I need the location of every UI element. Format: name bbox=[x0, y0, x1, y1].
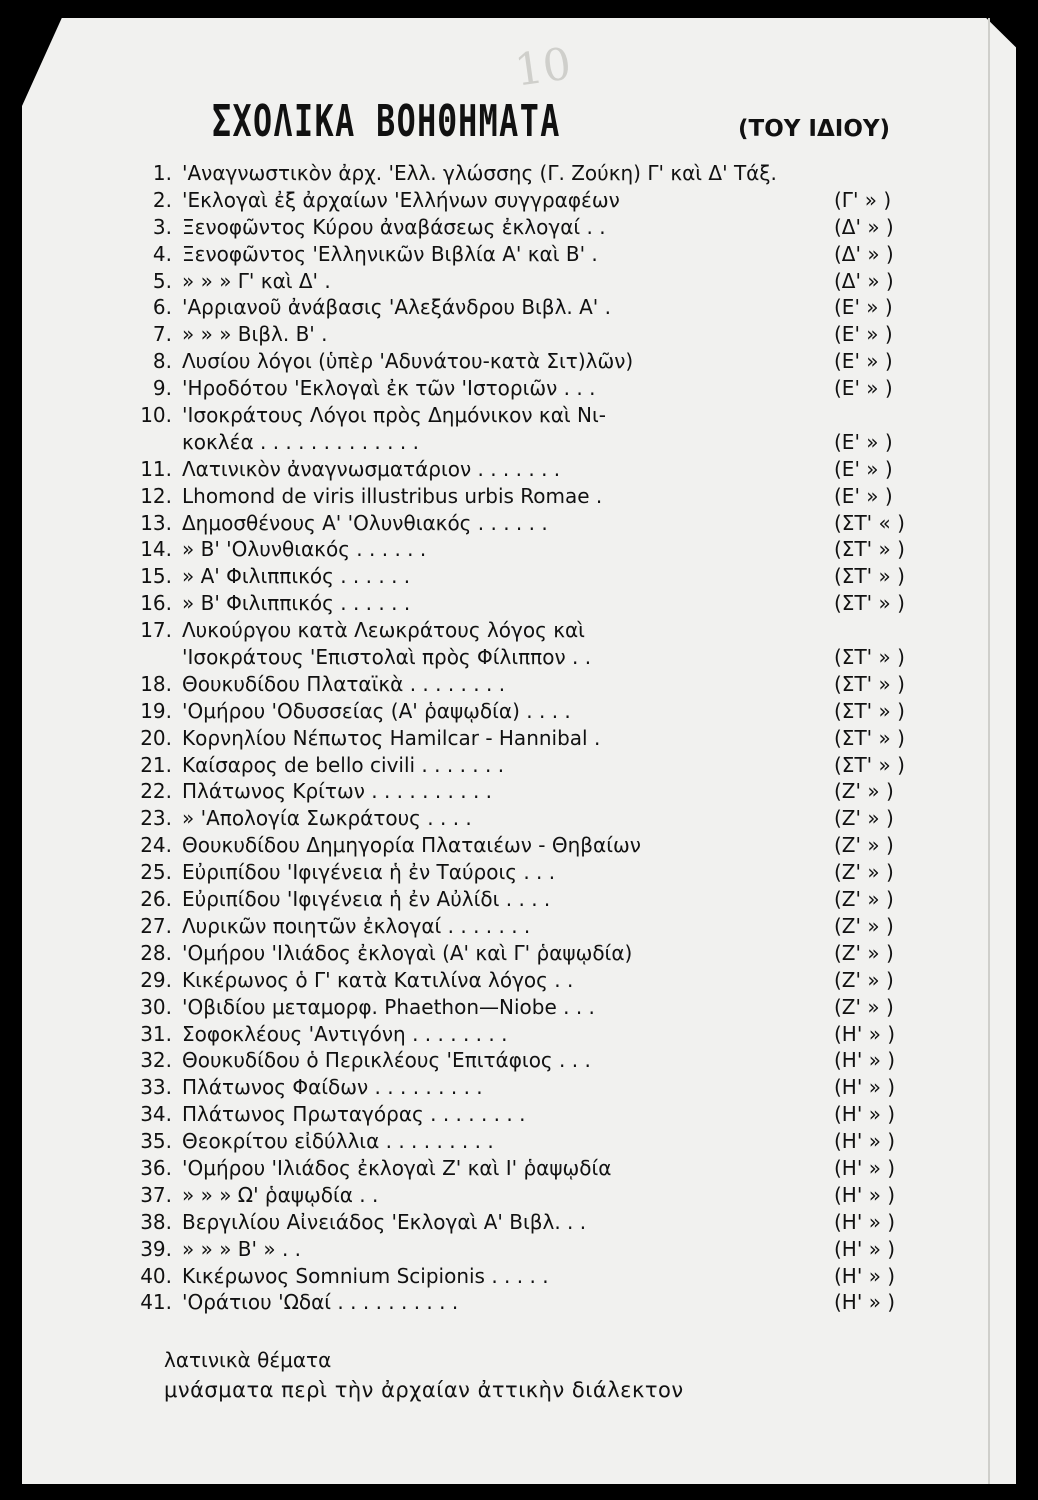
entry-title: Ξενοφῶντος Κύρου ἀναβάσεως ἐκλογαί . . bbox=[182, 214, 606, 239]
entry-class: (ΣΤ' « ) bbox=[834, 510, 905, 535]
entry-class: (Ζ' » ) bbox=[834, 913, 894, 938]
entry-class: (ΣΤ' » ) bbox=[834, 671, 905, 696]
entry-number: 23. bbox=[140, 806, 172, 831]
entry-class: (Η' » ) bbox=[834, 1129, 896, 1154]
entry-number: 18. bbox=[140, 671, 172, 696]
entry-number: 36. bbox=[140, 1155, 172, 1180]
entry-title: Λυσίου λόγοι (ὑπὲρ 'Αδυνάτου-κατὰ Σιτ)λῶν) bbox=[182, 349, 634, 374]
entry-class: (Ζ' » ) bbox=[834, 833, 894, 858]
entry-title: Κικέρωνος Somnium Scipionis . . . . . bbox=[182, 1263, 549, 1288]
entry-title: » 'Απολογία Σωκράτους . . . . bbox=[182, 806, 472, 831]
entry-number: 38. bbox=[140, 1209, 172, 1234]
entry-title: Κορνηλίου Νέπωτος Hamilcar - Hannibal . bbox=[182, 725, 601, 750]
entry-class: (Ζ' » ) bbox=[834, 806, 894, 831]
list-item bbox=[128, 805, 968, 832]
list-item bbox=[128, 1155, 968, 1182]
entry-class: (Δ' » ) bbox=[834, 268, 894, 293]
list-item bbox=[128, 268, 968, 295]
entry-title: Πλάτωνος Φαίδων . . . . . . . . . bbox=[182, 1075, 483, 1100]
list-item bbox=[128, 402, 968, 429]
entry-number: 27. bbox=[140, 913, 172, 938]
entry-class: (Η' » ) bbox=[834, 1155, 896, 1180]
list-item bbox=[128, 1074, 968, 1101]
list-item bbox=[128, 994, 968, 1021]
entry-class: (Ζ' » ) bbox=[834, 860, 894, 885]
entry-number: 12. bbox=[140, 483, 172, 508]
entry-title: Ξενοφῶντος 'Ελληνικῶν Βιβλία Α' καὶ Β' . bbox=[182, 241, 598, 266]
list-item bbox=[128, 886, 968, 913]
entry-class: (Ε' » ) bbox=[834, 483, 893, 508]
entry-number: 37. bbox=[140, 1182, 172, 1207]
entry-number: 28. bbox=[140, 940, 172, 965]
entry-number: 41. bbox=[140, 1290, 172, 1315]
entry-class: (ΣΤ' » ) bbox=[834, 698, 905, 723]
list-item bbox=[128, 483, 968, 510]
entry-class: (Η' » ) bbox=[834, 1290, 896, 1315]
list-item bbox=[128, 429, 968, 456]
list-item bbox=[128, 536, 968, 563]
entry-class: (Δ' » ) bbox=[834, 214, 894, 239]
entry-title: Λυρικῶν ποιητῶν ἐκλογαί . . . . . . . bbox=[182, 913, 531, 938]
entry-class: (ΣΤ' » ) bbox=[834, 537, 905, 562]
entry-title: κοκλέα . . . . . . . . . . . . . bbox=[182, 429, 419, 454]
entry-title: Βεργιλίου Αἰνειάδος 'Εκλογαὶ Α' Βιβλ. . . bbox=[182, 1209, 587, 1234]
entry-number: 4. bbox=[152, 241, 172, 266]
entry-number: 11. bbox=[140, 456, 172, 481]
entry-class: (Ζ' » ) bbox=[834, 994, 894, 1019]
entry-number: 32. bbox=[140, 1048, 172, 1073]
list-item bbox=[128, 832, 968, 859]
list-item bbox=[128, 1236, 968, 1263]
list-item bbox=[128, 214, 968, 241]
list-item bbox=[128, 913, 968, 940]
entry-class: (ΣΤ' » ) bbox=[834, 725, 905, 750]
entry-title: Λυκούργου κατὰ Λεωκράτους λόγος καὶ bbox=[182, 618, 585, 643]
entry-number: 26. bbox=[140, 887, 172, 912]
entry-title: 'Ομήρου 'Ιλιάδος ἐκλογαὶ (Α' καὶ Γ' ῥαψῳδία) bbox=[182, 940, 633, 965]
entry-number: 35. bbox=[140, 1129, 172, 1154]
entry-title: 'Αρριανοῦ ἀνάβασις 'Αλεξάνδρου Βιβλ. Α' . bbox=[182, 295, 612, 320]
list-item bbox=[128, 1128, 968, 1155]
pencil-note: 10 bbox=[511, 38, 575, 97]
entry-title: » » » Βιβλ. Β' . bbox=[182, 322, 328, 347]
list-item bbox=[128, 456, 968, 483]
list-item bbox=[128, 563, 968, 590]
entry-class: (Ε' » ) bbox=[834, 456, 893, 481]
list-item bbox=[128, 617, 968, 644]
entry-number: 34. bbox=[140, 1102, 172, 1127]
list-item bbox=[128, 725, 968, 752]
list-item bbox=[128, 698, 968, 725]
entry-number: 19. bbox=[140, 698, 172, 723]
entry-class: (Ε' » ) bbox=[834, 322, 893, 347]
entry-class: (Ε' » ) bbox=[834, 349, 893, 374]
paper-fold-line bbox=[988, 18, 990, 1484]
list-item bbox=[128, 752, 968, 779]
entry-class: (Η' » ) bbox=[834, 1048, 896, 1073]
entry-number: 25. bbox=[140, 860, 172, 885]
entry-number: 24. bbox=[140, 833, 172, 858]
entry-title: 'Αναγνωστικὸν ἀρχ. 'Ελλ. γλώσσης (Γ. Ζούκη) Γ' καὶ Δ' Τάξ. bbox=[182, 161, 777, 185]
list-item bbox=[128, 160, 968, 187]
list-item bbox=[128, 590, 968, 617]
entry-number: 40. bbox=[140, 1263, 172, 1288]
entry-title: » Β' 'Ολυνθιακός . . . . . . bbox=[182, 537, 427, 562]
entry-class: (Ε' » ) bbox=[834, 429, 893, 454]
list-item bbox=[128, 348, 968, 375]
entry-number: 31. bbox=[140, 1021, 172, 1046]
entry-number: 2. bbox=[152, 187, 172, 212]
entry-title: Θεοκρίτου εἰδύλλια . . . . . . . . . bbox=[182, 1129, 494, 1154]
entry-title: 'Ομήρου 'Οδυσσείας (Α' ῥαψῳδία) . . . . bbox=[182, 698, 571, 723]
entry-number: 29. bbox=[140, 967, 172, 992]
entry-number: 33. bbox=[140, 1075, 172, 1100]
entry-number: 14. bbox=[140, 537, 172, 562]
entry-number: 8. bbox=[152, 349, 172, 374]
entry-class: (Η' » ) bbox=[834, 1075, 896, 1100]
list-item bbox=[128, 294, 968, 321]
list-item bbox=[128, 375, 968, 402]
entry-number: 10. bbox=[140, 403, 172, 428]
entry-title: » Β' Φιλιππικός . . . . . . bbox=[182, 591, 411, 616]
list-item bbox=[128, 1289, 968, 1316]
entry-title: 'Ισοκράτους Λόγοι πρὸς Δημόνικον καὶ Νι- bbox=[182, 403, 606, 428]
list-item bbox=[128, 321, 968, 348]
entry-title: 'Εκλογαὶ ἐξ ἀρχαίων 'Ελλήνων συγγραφέων bbox=[182, 187, 620, 212]
entry-title: Σοφοκλέους 'Αντιγόνη . . . . . . . . bbox=[182, 1021, 508, 1046]
entry-class: (Η' » ) bbox=[834, 1209, 896, 1234]
entry-title: 'Οράτιου 'Ωδαί . . . . . . . . . . bbox=[182, 1290, 459, 1315]
entry-title: » Α' Φιλιππικός . . . . . . bbox=[182, 564, 411, 589]
list-item bbox=[128, 1021, 968, 1048]
entry-number: 16. bbox=[140, 591, 172, 616]
page-subtitle: (ΤΟΥ ΙΔΙΟΥ) bbox=[738, 116, 891, 142]
entry-title: 'Ισοκράτους 'Επιστολαὶ πρὸς Φίλιππον . . bbox=[182, 645, 592, 670]
list-item bbox=[128, 510, 968, 537]
entry-class: (Γ' » ) bbox=[834, 187, 892, 212]
entry-number: 15. bbox=[140, 564, 172, 589]
entry-number: 3. bbox=[152, 214, 172, 239]
footer-line-attic-dialect: μνάσματα περὶ τὴν ἀρχαίαν ἀττικὴν διάλεκτον bbox=[164, 1378, 684, 1402]
entry-number: 5. bbox=[152, 268, 172, 293]
textbook-list bbox=[128, 160, 968, 1316]
entry-class: (ΣΤ' » ) bbox=[834, 645, 905, 670]
entry-number: 22. bbox=[140, 779, 172, 804]
entry-class: (Ζ' » ) bbox=[834, 967, 894, 992]
page-heading bbox=[212, 96, 932, 147]
entry-number: 7. bbox=[152, 322, 172, 347]
entry-class: (ΣΤ' » ) bbox=[834, 591, 905, 616]
entry-class: (Ε' » ) bbox=[834, 295, 893, 320]
entry-title: Θουκυδίδου Πλαταϊκὰ . . . . . . . . bbox=[182, 671, 506, 696]
list-item bbox=[128, 1182, 968, 1209]
entry-number: 20. bbox=[140, 725, 172, 750]
entry-class: (Δ' » ) bbox=[834, 241, 894, 266]
entry-class: (Η' » ) bbox=[834, 1021, 896, 1046]
entry-title: 'Ηροδότου 'Εκλογαὶ ἐκ τῶν 'Ιστοριῶν . . . bbox=[182, 376, 596, 401]
entry-class: (Η' » ) bbox=[834, 1182, 896, 1207]
footer-line-latin-topics: λατινικὰ θέματα bbox=[164, 1348, 332, 1372]
entry-title: » » » Ω' ῥαψῳδία . . bbox=[182, 1182, 379, 1207]
list-item bbox=[128, 1047, 968, 1074]
entry-title: Καίσαρος de bello civili . . . . . . . bbox=[182, 752, 505, 777]
entry-title: Θουκυδίδου ὁ Περικλέους 'Επιτάφιος . . . bbox=[182, 1048, 591, 1073]
entry-number: 6. bbox=[152, 295, 172, 320]
entry-class: (Ε' » ) bbox=[834, 376, 893, 401]
entry-class: (Ζ' » ) bbox=[834, 779, 894, 804]
list-item bbox=[128, 940, 968, 967]
entry-class: (Ζ' » ) bbox=[834, 940, 894, 965]
entry-class: (Ζ' » ) bbox=[834, 887, 894, 912]
entry-title: Εὐριπίδου 'Ιφιγένεια ἡ ἐν Ταύροις . . . bbox=[182, 860, 556, 885]
list-item bbox=[128, 187, 968, 214]
entry-number: 9. bbox=[152, 376, 172, 401]
list-item bbox=[128, 1101, 968, 1128]
entry-title: Θουκυδίδου Δημηγορία Πλαταιέων - Θηβαίων bbox=[182, 833, 641, 858]
entry-title: 'Ομήρου 'Ιλιάδος ἐκλογαὶ Ζ' καὶ Ι' ῥαψῳδία bbox=[182, 1155, 612, 1180]
entry-number: 30. bbox=[140, 994, 172, 1019]
page-title: ΣΧΟΛΙΚΑ ΒΟΗΘΗΜΑΤΑ bbox=[212, 96, 561, 147]
entry-number: 1. bbox=[152, 161, 172, 185]
entry-class: (ΣΤ' » ) bbox=[834, 564, 905, 589]
entry-number: 39. bbox=[140, 1236, 172, 1261]
entry-class: (Η' » ) bbox=[834, 1102, 896, 1127]
entry-title: Πλάτωνος Πρωταγόρας . . . . . . . . bbox=[182, 1102, 526, 1127]
list-item bbox=[128, 1209, 968, 1236]
entry-title: Λατινικὸν ἀναγνωσματάριον . . . . . . . bbox=[182, 456, 561, 481]
entry-title: Δημοσθένους Α' 'Ολυνθιακός . . . . . . bbox=[182, 510, 548, 535]
list-item bbox=[128, 1263, 968, 1290]
entry-class: (Η' » ) bbox=[834, 1263, 896, 1288]
entry-title: 'Οβιδίου μεταμορφ. Phaethon—Niobe . . . bbox=[182, 994, 595, 1019]
entry-title: Lhomond de viris illustribus urbis Romae . bbox=[182, 483, 603, 508]
list-item bbox=[128, 778, 968, 805]
list-item bbox=[128, 859, 968, 886]
entry-class: (Η' » ) bbox=[834, 1236, 896, 1261]
entry-number: 17. bbox=[140, 618, 172, 643]
entry-number: 13. bbox=[140, 510, 172, 535]
list-item bbox=[128, 644, 968, 671]
entry-class: (ΣΤ' » ) bbox=[834, 752, 905, 777]
list-item bbox=[128, 967, 968, 994]
entry-title: » » » Γ' καὶ Δ' . bbox=[182, 268, 331, 293]
entry-number: 21. bbox=[140, 752, 172, 777]
list-item bbox=[128, 241, 968, 268]
entry-title: Κικέρωνος ὁ Γ' κατὰ Κατιλίνα λόγος . . bbox=[182, 967, 574, 992]
entry-title: » » » Β' » . . bbox=[182, 1236, 302, 1261]
entry-title: Εὐριπίδου 'Ιφιγένεια ἡ ἐν Αὐλίδι . . . . bbox=[182, 887, 551, 912]
list-item bbox=[128, 671, 968, 698]
entry-title: Πλάτωνος Κρίτων . . . . . . . . . . bbox=[182, 779, 493, 804]
